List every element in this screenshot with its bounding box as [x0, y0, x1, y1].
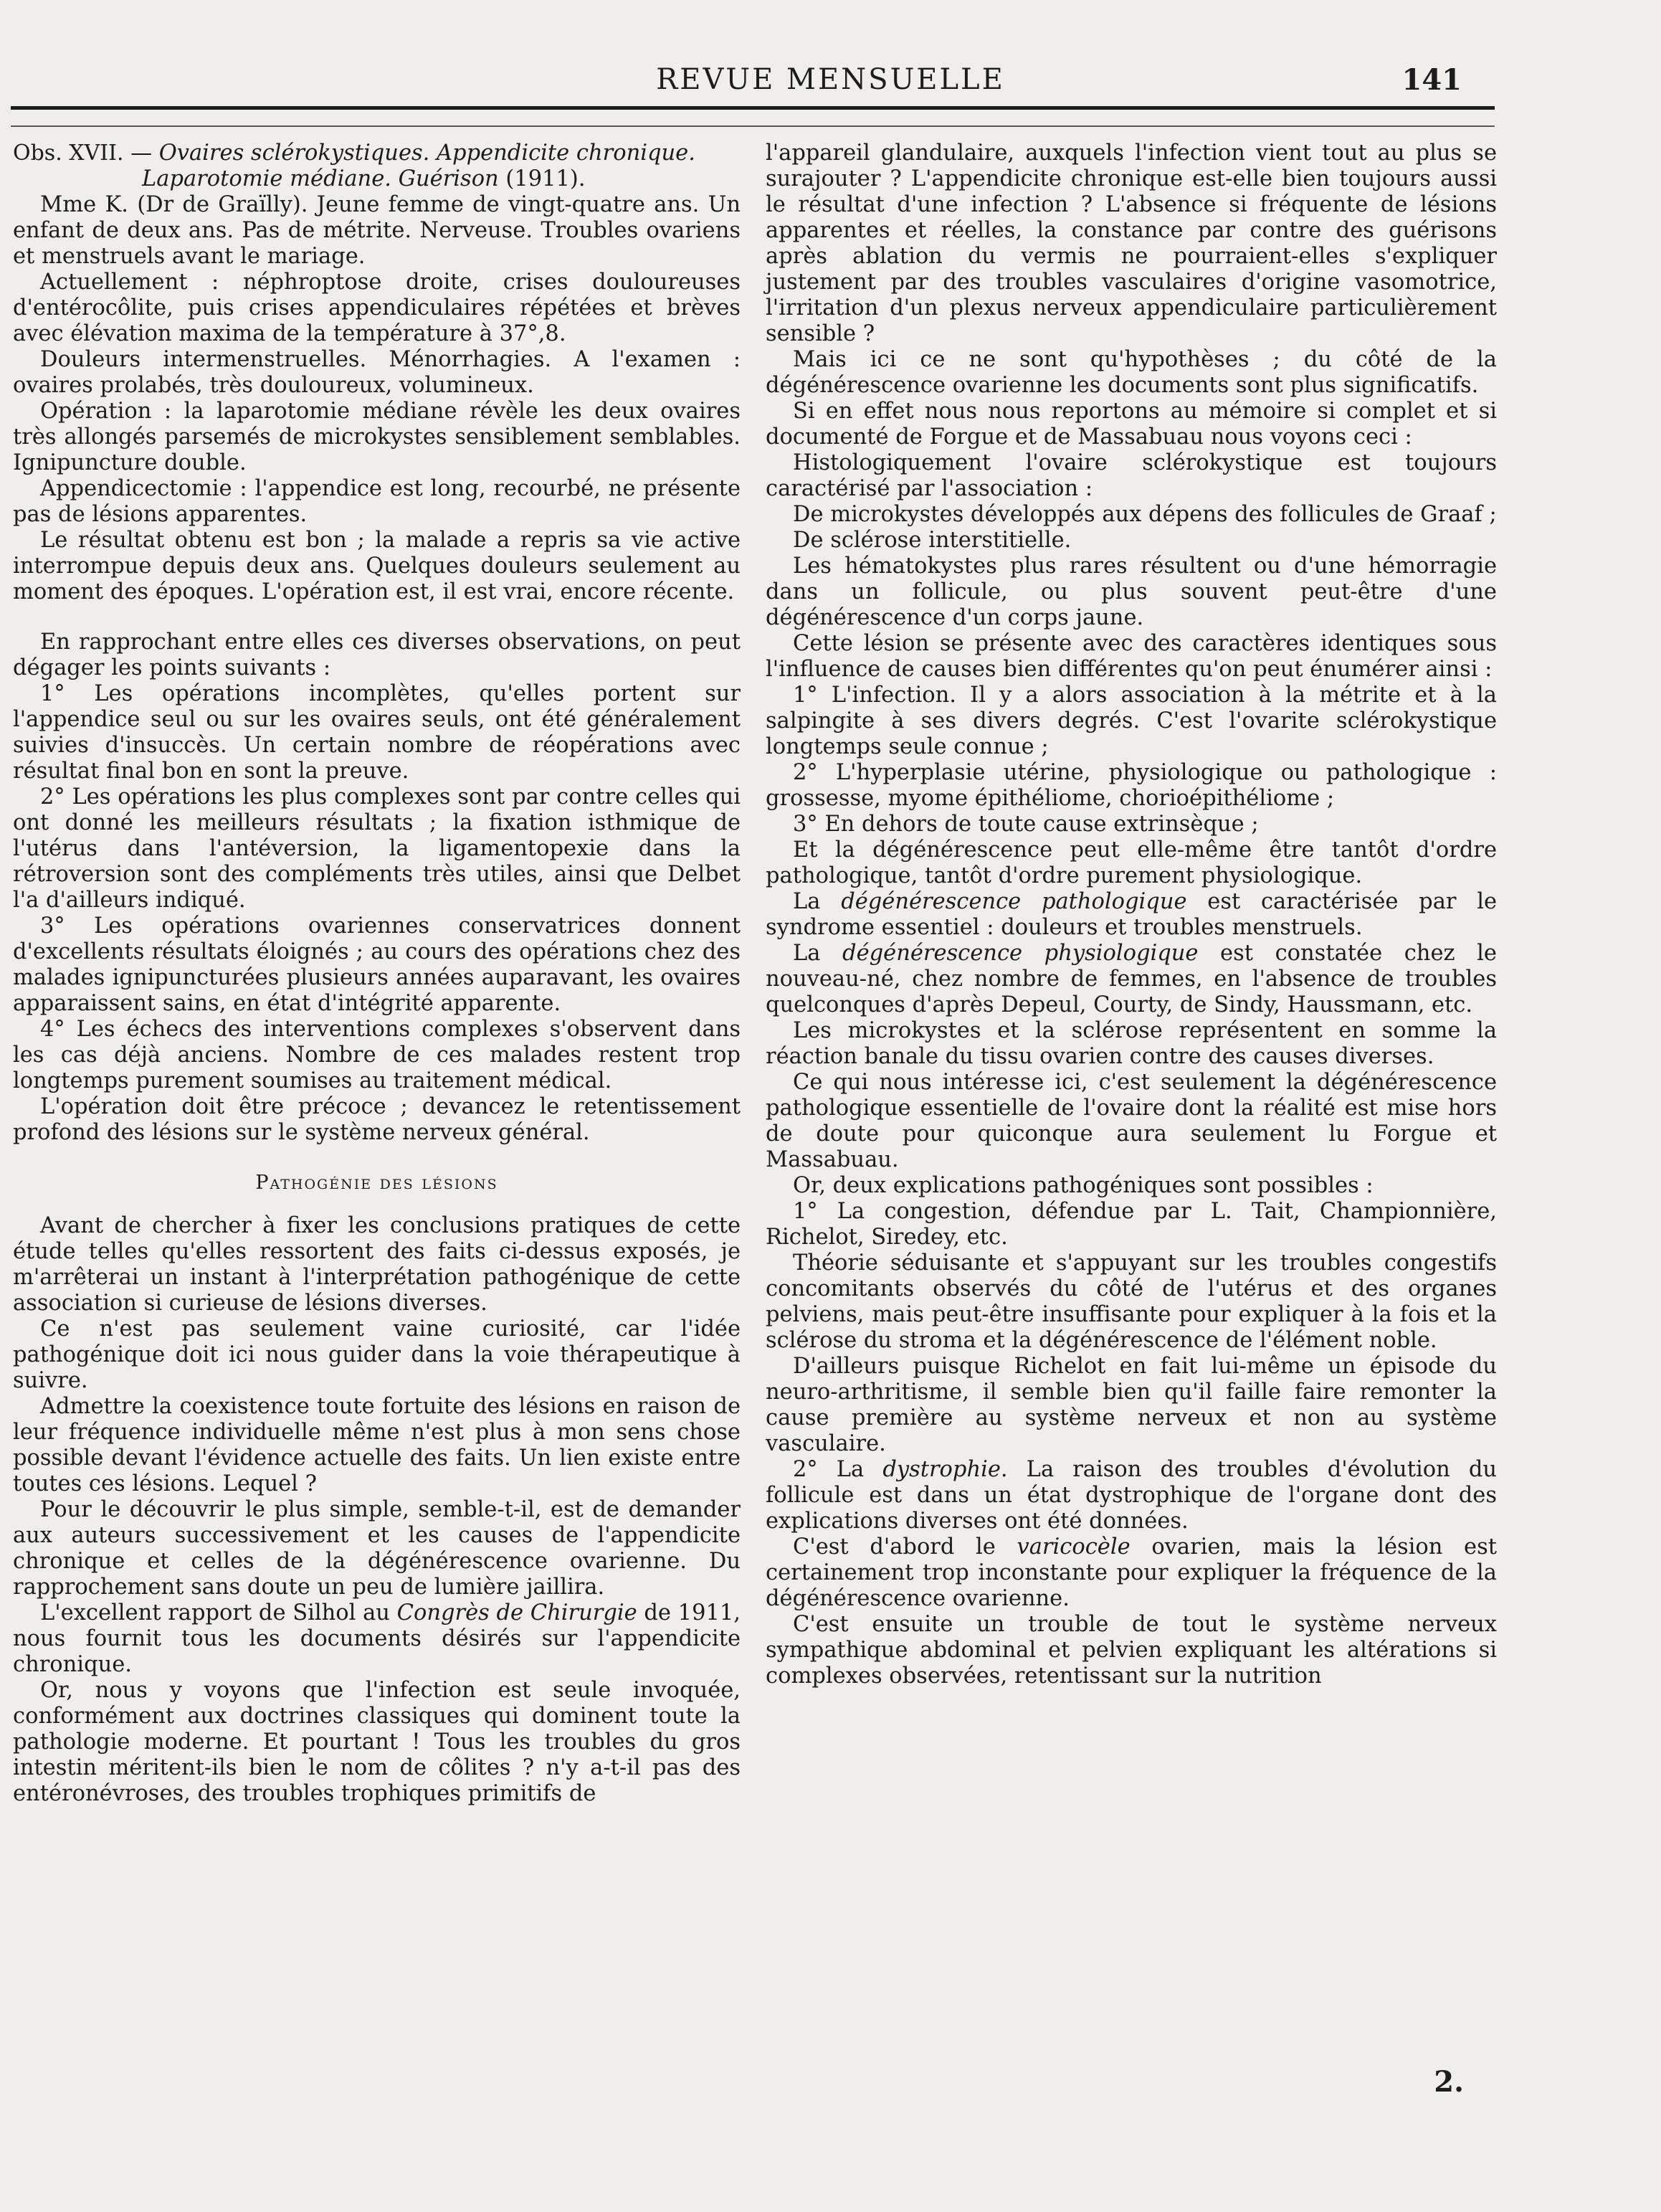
- congres-reference: Congrès de Chirurgie: [396, 1600, 637, 1625]
- pathogenie-paragraph: Pour le découvrir le plus simple, semble-t-il, est de demander aux auteurs successivement et les causes de l'appendicite chronique et celles de la dégénérescence ovarienne. Du rapprochement sans doute un peu de lumière jaillira.: [13, 1497, 741, 1600]
- case-paragraph: Douleurs intermenstruelles. Ménorrhagies. A l'examen : ovaires prolabés, très douloureux, volumineux.: [13, 347, 741, 398]
- observation-year: (1911).: [505, 166, 586, 191]
- body-paragraph: Mais ici ce ne sont qu'hypothèses ; du côté de la dégénérescence ovarienne les documents sont plus significatifs.: [766, 347, 1497, 398]
- body-paragraph: Et la dégénérescence peut elle-même être tantôt d'ordre pathologique, tantôt d'ordre purement physiologique.: [766, 837, 1497, 888]
- discussion-paragraph: 4° Les échecs des interventions complexes s'observent dans les cas déjà anciens. Nombre de ces malades restent trop longtemps purement soumises au traitement médical.: [13, 1017, 741, 1093]
- body-paragraph: 1° L'infection. Il y a alors association à la métrite et à la salpingite à ses divers degrés. C'est l'ovarite sclérokystique longtemps seule connue ;: [766, 683, 1497, 759]
- body-paragraph: Les microkystes et la sclérose représentent en somme la réaction banale du tissu ovarien contre des causes diverses.: [766, 1018, 1497, 1069]
- body-paragraph: 1° La congestion, défendue par L. Tait, Championnière, Richelot, Siredey, etc.: [766, 1199, 1497, 1250]
- header-rule: [11, 106, 1495, 110]
- discussion-paragraph: 3° Les opérations ovariennes conservatrices donnent d'excellents résultats éloignés ; au cours des opérations chez des malades ignipuncturées plusieurs années auparavant, les ovaires apparaissent sains, en état d'intégrité apparente.: [13, 913, 741, 1016]
- body-paragraph: Histologiquement l'ovaire sclérokystique est toujours caractérisé par l'association :: [766, 450, 1497, 501]
- body-paragraph: 2° La dystrophie. La raison des troubles d'évolution du follicule est dans un état dystrophique de l'organe dont des explications diverses ont été données.: [766, 1457, 1497, 1534]
- right-column: [766, 141, 1497, 1689]
- signature-mark: 2.: [1434, 2065, 1464, 2099]
- observation-heading: [13, 141, 741, 192]
- left-column: [13, 141, 741, 1807]
- header-rule-thin: [11, 125, 1495, 127]
- silhol-paragraph: L'excellent rapport de Silhol au Congrès de Chirurgie de 1911, nous fournit tous les documents désirés sur l'appendicite chronique.: [13, 1600, 741, 1677]
- discussion-paragraph: 1° Les opérations incomplètes, qu'elles portent sur l'appendice seul ou sur les ovaires seuls, ont été généralement suivies d'insuccès. Un certain nombre de réopérations avec résultat final bon en sont la preuve.: [13, 681, 741, 784]
- body-paragraph: Les hématokystes plus rares résultent ou d'une hémorragie dans un follicule, ou plus souvent peut-être d'une dégénérescence d'un corps jaune.: [766, 554, 1497, 630]
- case-paragraph: Actuellement : néphroptose droite, crises douloureuses d'entérocôlite, puis crises appendiculaires répétées et brèves avec élévation maxima de la température à 37°,8.: [13, 270, 741, 346]
- body-paragraph: C'est d'abord le varicocèle ovarien, mais la lésion est certainement trop inconstante pour expliquer la fréquence de la dégénérescence ovarienne.: [766, 1534, 1498, 1611]
- body-paragraph: Ce qui nous intéresse ici, c'est seulement la dégénérescence pathologique essentielle de l'ovaire dont la réalité est mise hors de doute pour quiconque aura seulement lu Forgue et Massabuau.: [766, 1070, 1497, 1172]
- body-paragraph: De sclérose interstitielle.: [793, 528, 1072, 553]
- running-title: REVUE MENSUELLE: [656, 63, 1005, 96]
- case-paragraph: Appendicectomie : l'appendice est long, recourbé, ne présente pas de lésions apparentes.: [13, 476, 741, 527]
- body-paragraph: De microkystes développés aux dépens des follicules de Graaf ;: [793, 502, 1497, 527]
- section-title: Pathogénie des lésions: [255, 1172, 498, 1194]
- body-paragraph: Théorie séduisante et s'appuyant sur les troubles congestifs concomitants observés du côté de l'utérus et des organes pelviens, mais peut-être insuffisante pour expliquer à la fois et la sclérose du stroma et la dégénérescence de l'élément noble.: [766, 1250, 1497, 1353]
- case-paragraph: Mme K. (Dr de Graïlly). Jeune femme de vingt-quatre ans. Un enfant de deux ans. Pas de métrite. Nerveuse. Troubles ovariens et menstruels avant le mariage.: [13, 192, 741, 269]
- pathogenie-paragraph: Or, nous y voyons que l'infection est seule invoquée, conformément aux doctrines classiques qui dominent toute la pathologie moderne. Et pourtant ! Tous les troubles du gros intestin méritent-ils bien le nom de côlites ? n'y a-t-il pas des entéronévroses, des troubles trophiques primitifs de: [13, 1678, 741, 1806]
- pathogenie-paragraph: Admettre la coexistence toute fortuite des lésions en raison de leur fréquence individuelle même n'est plus à mon sens chose possible devant l'évidence actuelle des faits. Un lien existe entre toutes ces lésions. Lequel ?: [13, 1394, 741, 1496]
- page-number: 141: [1401, 63, 1462, 97]
- body-paragraph: 3° En dehors de toute cause extrinsèque ;: [793, 812, 1259, 837]
- case-paragraph: Le résultat obtenu est bon ; la malade a repris sa vie active interrompue depuis deux ans. Quelques douleurs seulement au moment des époques. L'opération est, il est vrai, encore récente.: [13, 528, 741, 604]
- case-paragraph: Opération : la laparotomie médiane révèle les deux ovaires très allongés parsemés de microkystes sensiblement semblables. Ignipuncture double.: [13, 399, 741, 475]
- discussion-paragraph: En rapprochant entre elles ces diverses observations, on peut dégager les points suivants :: [13, 630, 741, 680]
- body-paragraph: D'ailleurs puisque Richelot en fait lui-même un épisode du neuro-arthritisme, il semble bien qu'il faille faire remonter la cause première au système nerveux et non au système vasculaire.: [766, 1354, 1497, 1456]
- body-paragraph: Si en effet nous nous reportons au mémoire si complet et si documenté de Forgue et de Massabuau nous voyons ceci :: [766, 399, 1497, 450]
- body-paragraph: La dégénérescence pathologique est caractérisée par le syndrome essentiel : douleurs et troubles menstruels.: [766, 889, 1497, 940]
- body-paragraph: Or, deux explications pathogéniques sont possibles :: [793, 1173, 1374, 1198]
- discussion-paragraph: 2° Les opérations les plus complexes sont par contre celles qui ont donné les meilleurs résultats ; la fixation isthmique de l'utérus dans l'antéversion, la ligamentopexie dans la rétroversion sont des compléments très utiles, ainsi que Delbet l'a d'ailleurs indiqué.: [13, 784, 741, 913]
- observation-title-2: Laparotomie médiane. Guérison: [142, 166, 499, 191]
- body-paragraph: 2° L'hyperplasie utérine, physiologique ou pathologique : grossesse, myome épithéliome, chorioépithéliome ;: [766, 760, 1497, 811]
- observation-title-1: Ovaires sclérokystiques. Appendicite chronique.: [158, 141, 695, 166]
- pathogenie-paragraph: Ce n'est pas seulement vaine curiosité, car l'idée pathogénique doit ici nous guider dans la voie thérapeutique à suivre.: [13, 1316, 741, 1393]
- body-paragraph: C'est ensuite un trouble de tout le système nerveux sympathique abdominal et pelvien expliquant les altérations si complexes observées, retentissant sur la nutrition: [766, 1612, 1497, 1689]
- observation-label: Obs. XVII. —: [13, 141, 153, 166]
- body-paragraph: Cette lésion se présente avec des caractères identiques sous l'influence de causes bien différentes qu'on peut énumérer ainsi :: [766, 631, 1497, 682]
- discussion-paragraph: L'opération doit être précoce ; devancez le retentissement profond des lésions sur le système nerveux général.: [13, 1094, 741, 1145]
- body-paragraph: l'appareil glandulaire, auxquels l'infection vient tout au plus se surajouter ? L'appendicite chronique est-elle bien toujours aussi le résultat d'une infection ? L'absence si fréquente de lésions apparentes et réelles, la constance par contre des guérisons après ablation du vermis ne pourraient-elles s'expliquer justement par des troubles vasculaires d'origine vasomotrice, l'irritation d'un plexus nerveux appendiculaire particulièrement sensible ?: [766, 141, 1497, 346]
- body-paragraph: La dégénérescence physiologique est constatée chez le nouveau-né, chez nombre de femmes, en l'absence de troubles quelconques d'après Depeul, Courty, de Sindy, Haussmann, etc.: [766, 941, 1497, 1017]
- pathogenie-paragraph: Avant de chercher à fixer les conclusions pratiques de cette étude telles qu'elles ressortent des faits ci-dessus exposés, je m'arrêterai un instant à l'interprétation pathogénique de cette association si curieuse de lésions diverses.: [13, 1213, 741, 1316]
